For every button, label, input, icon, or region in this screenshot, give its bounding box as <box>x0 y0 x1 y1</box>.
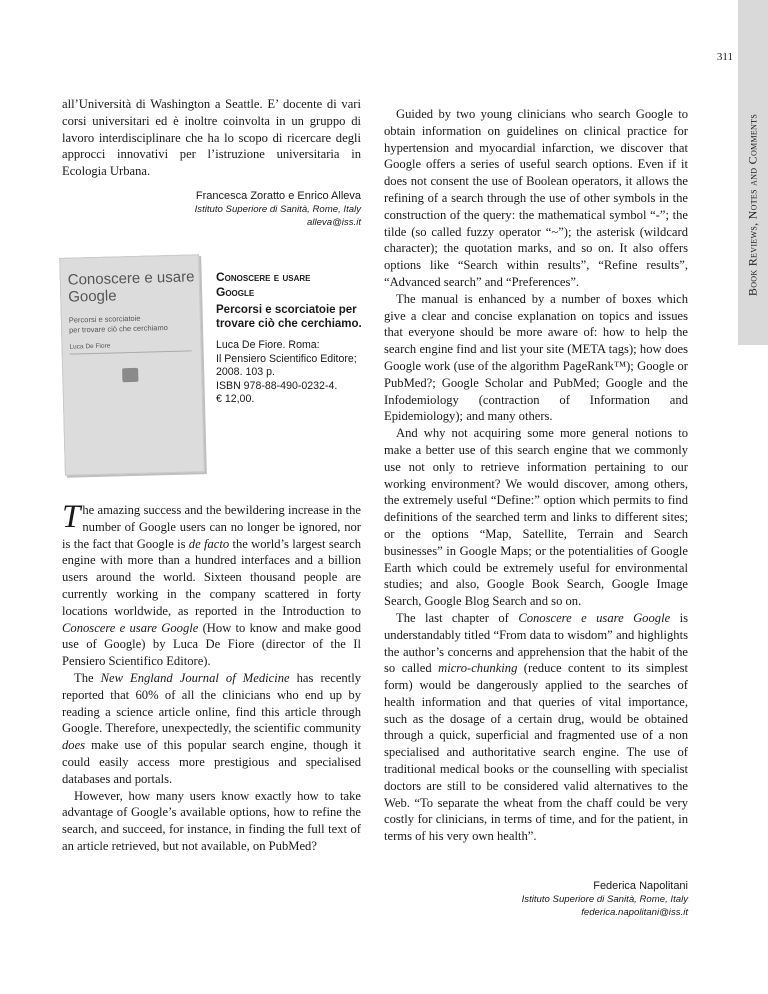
text-emphasis: New England Journal of Medicine <box>100 670 290 685</box>
cover-title-line: Google <box>67 287 117 306</box>
book-title-line: Conoscere e usare <box>216 270 311 284</box>
text-emphasis: micro-chunking <box>438 661 518 676</box>
cover-subtitle-line: per trovare ciò che cerchiamo <box>68 323 168 335</box>
signature-affiliation: Istituto Superiore di Sanità, Rome, Italy <box>521 894 688 906</box>
body-paragraph-1 <box>62 499 362 670</box>
body-paragraph-2 <box>62 670 361 788</box>
text-run: (reduce content to its simplest form) would be dangerously applied to the searches of health information and that queries of vital importance, such as the dosage of a certain drug, would be obtained through a quick, superficial and fragmented use of a non specialised and authoritative search engine. The use of traditional medical books or the counselling with specialist doctors are still to be considered valid alternatives to the Web. “To separate the wheat from the chaff could be very costly for clinicians, in terms of time, and for the patient, in terms of his very own health”. <box>384 661 688 844</box>
book-detail-line: € 12,00. <box>216 393 255 405</box>
text-run: The <box>74 670 101 685</box>
cover-subtitle-line: Percorsi e scorciatoie <box>68 313 141 325</box>
signature-name: Francesca Zoratto e Enrico Alleva <box>195 189 361 202</box>
cover-title-line: Conoscere e usare <box>67 268 195 289</box>
cover-author: Luca De Fiore <box>69 342 111 351</box>
signature-email: federica.napolitani@iss.it <box>581 907 688 919</box>
cover-subtitle <box>69 313 168 336</box>
text-emphasis: Conoscere e usare Google <box>518 610 671 625</box>
text-run: make use of this popular search engine, though it could easily access more prestigious and specialised databases and portals. <box>62 738 361 786</box>
right-column-body <box>384 106 688 919</box>
book-details <box>216 339 366 407</box>
body-paragraph-3: However, how many users know exactly how to take advantage of Google’s available options, how to refine the search, and succeed, for instance, in finding the full text of an article retrieved, but not available, on PubMed? <box>62 788 361 853</box>
text-run: he amazing success and the bewildering increase in the number of Google users can no longer be ignored, nor is the fact that Google is <box>62 503 361 551</box>
side-header-text: Book Reviews, Notes and Comments <box>745 113 760 297</box>
left-column-body <box>62 499 362 855</box>
body-paragraph-6: And why not acquiring some more general notions to make a better use of this search engine that we commonly use not only to retrieve information pertaining to our working environment? We would discover, among others, the extremely useful “Define:” option which permits to find definitions of the searched term and links to different sites; or the options “Map, Satellite, Terrain and Search businesses” in Google Maps; or the potentialities of Google Earth which could be extremely useful for environmental studies; and also, Google Book Search, Google Image Search, Google Blog Search and so on. <box>384 426 688 609</box>
body-paragraph-4: Guided by two young clinicians who search Google to obtain information on guidelines on clinical practice for hypertension and myocardial infarction, we discover that Google offers a series of useful search options. Even if it does not consent the use of Boolean operators, it allows the refining of a search through the use of other symbols in the construction of the query: the mathematical symbol “-”; the tilde (so called fuzzy operator “~”); the asterisk (wildcard character); the quotation marks, and so on. It also offers options like “Search within results”, “Refine results”, “Advanced search” and “Preferences”. <box>384 107 688 289</box>
signature-email: alleva@iss.it <box>307 216 361 228</box>
signature-block-1 <box>62 189 361 229</box>
book-title-line: Google <box>216 285 255 299</box>
book-subtitle <box>216 303 366 331</box>
body-paragraph-7 <box>384 610 688 845</box>
book-subtitle-line: Percorsi e scorciatoie per <box>216 304 357 316</box>
cover-title <box>68 268 196 305</box>
text-run: is understandably titled “From data to wisdom” and highlights the author’s concerns and apprehension that the habit of the so called <box>384 610 688 676</box>
signature-name: Federica Napolitani <box>593 880 688 893</box>
book-detail-line: Il Pensiero Scientifico Editore; <box>216 352 357 365</box>
body-paragraph-5: The manual is enhanced by a number of boxes which give a clear and concise explanation on topics and issues that everyone should be more aware of: how to help the search engine find and list your site (META tags); how does Google work (use of the algorithm PageRank™); Google or PubMed?; Google Scholar and PubMed; Google and the Infodemiology (contraction of Information and Epidemiology); and many others. <box>384 291 688 424</box>
page-number: 311 <box>716 51 733 63</box>
intro-paragraph: all’Università di Washington a Seattle. E’ docente di vari corsi universitari ed è inoltre coinvolta in un gruppo di lavoro interdisciplinare che ha lo scopo di ricercare degli approcci innovativi per l’istruzione universitaria in Ecologia Urbana. <box>62 97 361 179</box>
signature-block-2 <box>384 879 688 919</box>
book-cover-image <box>59 254 205 476</box>
book-subtitle-line: trovare ciò che cerchiamo. <box>216 318 362 330</box>
text-emphasis: does <box>62 738 86 753</box>
text-emphasis: Conoscere e usare Google <box>62 620 199 635</box>
drop-cap: T <box>62 499 81 535</box>
book-detail-line: ISBN 978-88-490-0232-4. <box>216 379 338 392</box>
book-detail-line: 2008. 103 p. <box>216 366 275 378</box>
book-detail-line: Luca De Fiore. Roma: <box>216 339 320 351</box>
signature-affiliation: Istituto Superiore di Sanità, Rome, Italy <box>194 203 361 215</box>
text-run: The last chapter of <box>396 610 519 625</box>
text-emphasis: de facto <box>188 536 230 551</box>
cover-divider <box>70 350 192 354</box>
publisher-logo-icon <box>122 368 138 382</box>
book-title <box>216 270 366 300</box>
text-run: has recently reported that 60% of all the clinicians who end up by reading a science article online, find this article through Google. Therefore, unexpectedly, the scientific community <box>62 670 362 736</box>
text-run: the world’s largest search engine with more than a hundred interfaces and a billion users around the world. Sixteen thousand people are currently working in the company scattered in forty locations worldwide, as reported in the Introduction to <box>62 536 361 618</box>
left-column-intro <box>62 96 361 229</box>
text-run: (How to know and make good use of Google) by Luca De Fiore (director of the Il Pensiero Scientifico Editore). <box>62 620 362 669</box>
book-info <box>216 270 366 407</box>
